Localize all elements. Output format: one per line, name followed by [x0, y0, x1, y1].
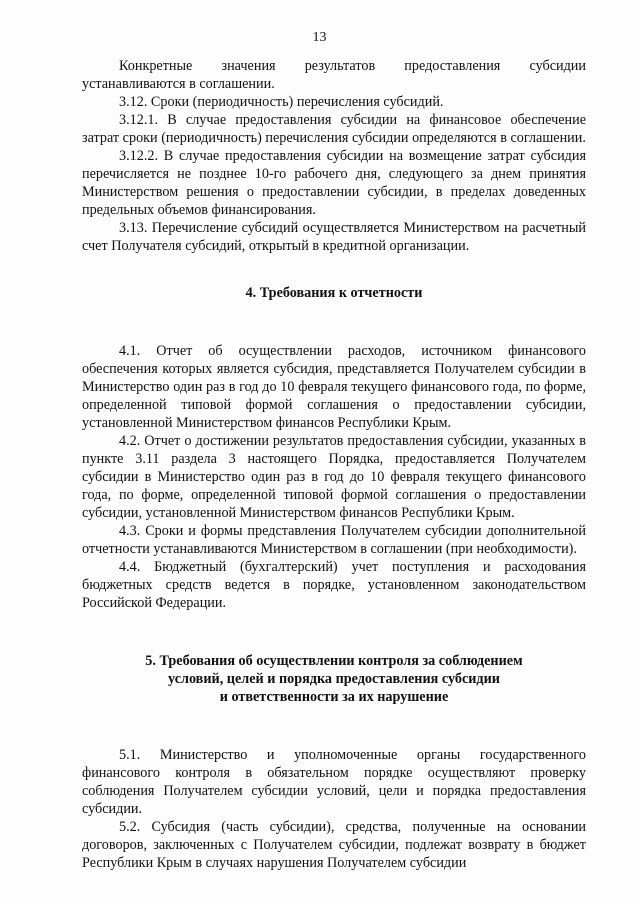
section-5-heading-line-3: и ответственности за их нарушение	[219, 689, 449, 705]
paragraph-4-3: 4.3. Сроки и формы представления Получателем субсидии дополнительной отчетности устанавливаются Министерством в соглашении (при необходимости).	[82, 523, 586, 557]
spacer	[82, 302, 586, 342]
paragraph-3-12-1: 3.12.1. В случае предоставления субсидии на финансовое обеспечение затрат сроки (периодичность) перечисления субсидии определяются в соглашении.	[82, 112, 586, 146]
paragraph-target-values: Конкретные значения результатов предоставления субсидии устанавливаются в соглашении.	[82, 58, 586, 92]
paragraph-4-2: 4.2. Отчет о достижении результатов предоставления субсидии, указанных в пункте 3.11 раздела 3 настоящего Порядка, предоставляется Получателем субсидии в Министерство один раз в год до 10 февраля текущего финансового года, по форме, определенной типовой формой соглашения о предоставлении субсидии, установленной Министерством финансов Республики Крым.	[82, 433, 586, 521]
paragraph-4-1: 4.1. Отчет об осуществлении расходов, источником финансового обеспечения которых является субсидия, представляется Получателем субсидии в Министерство один раз в год до 10 февраля текущего финансового года, по форме, определенной типовой формой соглашения о предоставлении субсидии, установленной Министерством финансов Республики Крым.	[82, 343, 586, 431]
paragraph-4-4: 4.4. Бюджетный (бухгалтерский) учет поступления и расходования бюджетных средств ведется в порядке, установленном законодательством Российской Федерации.	[82, 559, 586, 611]
section-5-heading-line-1: 5. Требования об осуществлении контроля за соблюдением	[145, 653, 523, 669]
section-4-heading: 4. Требования к отчетности	[245, 285, 423, 301]
spacer	[82, 612, 586, 652]
spacer	[82, 706, 586, 746]
section-5-heading	[82, 652, 586, 706]
page-number: 13	[312, 30, 327, 45]
spacer	[82, 255, 586, 284]
paragraph-3-13: 3.13. Перечисление субсидий осуществляется Министерством на расчетный счет Получателя субсидий, открытый в кредитной организации.	[82, 220, 586, 254]
paragraph-3-12: 3.12. Сроки (периодичность) перечисления субсидий.	[119, 94, 444, 110]
paragraph-5-2: 5.2. Субсидия (часть субсидии), средства, полученные на основании договоров, заключенных с Получателем субсидии, подлежат возврату в бюджет Республики Крым в случаях нарушения Получателем субсидии	[82, 819, 586, 871]
paragraph-3-12-2: 3.12.2. В случае предоставления субсидии на возмещение затрат субсидия перечисляется не позднее 10-го рабочего дня, следующего за днем принятия Министерством решения о предоставлении субсидии, в пределах доведенных предельных объемов финансирования.	[82, 148, 586, 218]
section-5-heading-line-2: условий, целей и порядка предоставления субсидии	[168, 671, 500, 687]
document-body	[82, 57, 586, 872]
paragraph-5-1: 5.1. Министерство и уполномоченные органы государственного финансового контроля в обязательном порядке осуществляют проверку соблюдения Получателем субсидии условий, цели и порядка предоставления субсидии.	[82, 747, 586, 817]
